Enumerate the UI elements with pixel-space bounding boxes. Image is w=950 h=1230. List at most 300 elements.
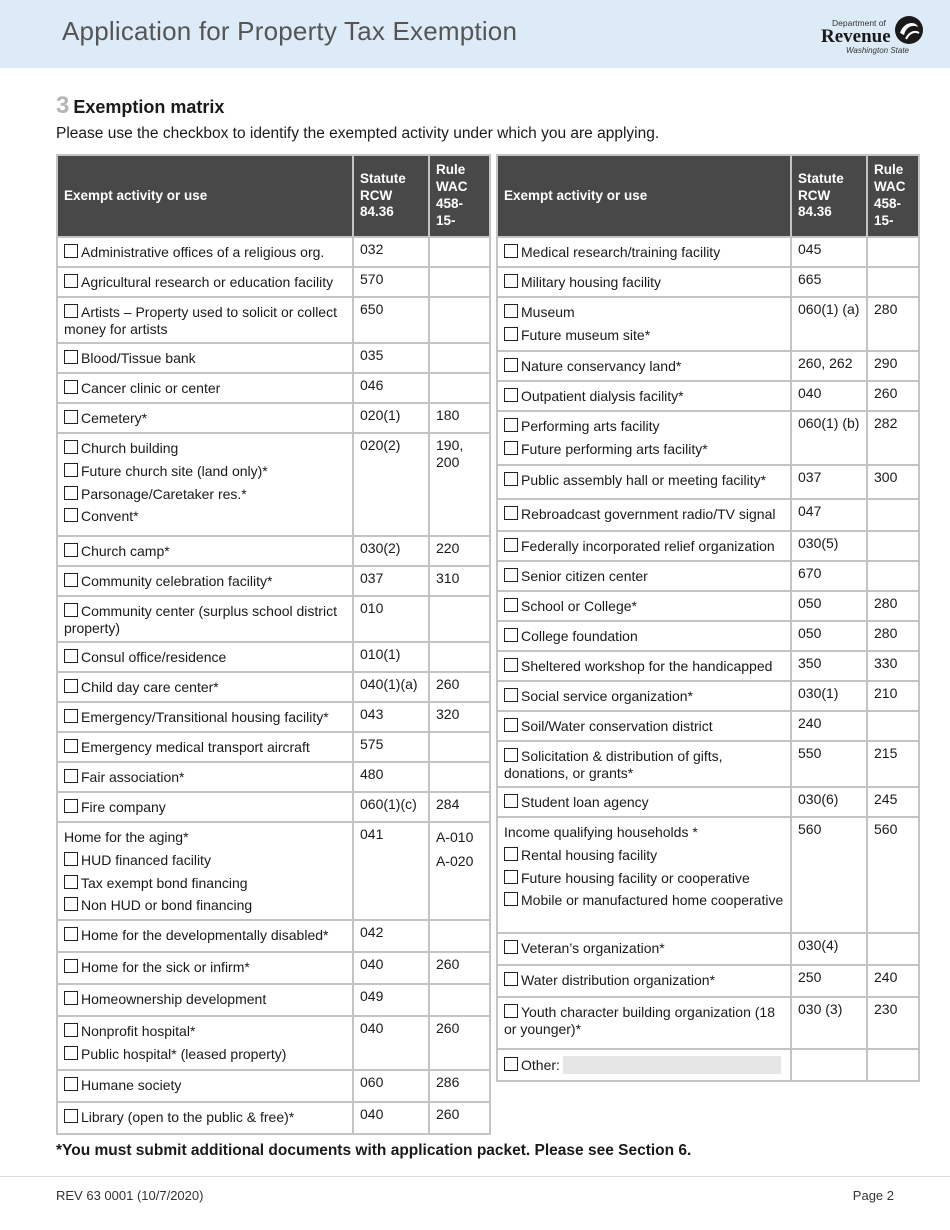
table-row <box>497 787 919 817</box>
exemption-checkbox[interactable] <box>64 1023 78 1037</box>
activity-line <box>504 418 784 435</box>
activity-label: Future church site (land only)* <box>81 462 268 479</box>
statute-cell: 550 <box>791 741 867 787</box>
table-row <box>57 1070 490 1102</box>
activity-line <box>64 799 346 816</box>
exemption-checkbox[interactable] <box>504 688 518 702</box>
rule-cell <box>429 237 490 267</box>
activity-label: Administrative offices of a religious org. <box>81 244 325 260</box>
section-heading <box>56 92 224 120</box>
activity-line <box>504 506 784 523</box>
statute-cell: 030(1) <box>791 681 867 711</box>
rule-cell <box>429 297 490 343</box>
activity-label: Parsonage/Caretaker res.* <box>81 485 247 502</box>
activity-line <box>504 794 784 811</box>
exemption-checkbox[interactable] <box>64 463 78 477</box>
exemption-checkbox[interactable] <box>504 418 518 432</box>
table-row <box>497 741 919 787</box>
activity-cell <box>57 792 353 822</box>
activity-label: Humane society <box>81 1077 182 1093</box>
rule-cell: A-010 A-020 <box>429 822 490 920</box>
activity-cell <box>57 433 353 536</box>
activity-line <box>504 870 784 887</box>
statute-cell: 260, 262 <box>791 351 867 381</box>
activity-cell <box>57 297 353 343</box>
activity-label: Consul office/residence <box>81 649 227 665</box>
activity-cell <box>57 762 353 792</box>
activity-label: Emergency/Transitional housing facility* <box>81 709 329 725</box>
activity-label: Outpatient dialysis facility* <box>521 388 684 404</box>
column-header-statute <box>791 155 867 237</box>
activity-label: Church camp* <box>81 543 170 559</box>
activity-line <box>504 598 784 615</box>
statute-cell: 050 <box>791 591 867 621</box>
table-row <box>57 1016 490 1070</box>
statute-cell: 037 <box>791 465 867 499</box>
logo-line-2: Revenue <box>821 26 891 47</box>
exemption-matrix-right <box>496 154 920 1082</box>
rule-cell <box>867 561 919 591</box>
statute-cell: 040 <box>353 952 429 984</box>
exemption-checkbox[interactable] <box>64 852 78 866</box>
activity-line <box>64 440 346 457</box>
statute-cell: 040 <box>353 1102 429 1134</box>
table-row <box>497 267 919 297</box>
table-row <box>497 411 919 465</box>
logo-line-3: Washington State <box>846 46 910 55</box>
statute-cell: 030 (3) <box>791 997 867 1049</box>
rule-cell: 280 <box>867 297 919 351</box>
activity-line <box>504 304 784 321</box>
column-header-activity: Exempt activity or use <box>57 155 353 237</box>
activity-line <box>504 824 784 841</box>
rule-header-line: 458- <box>436 196 464 211</box>
activity-line <box>504 972 784 989</box>
table-row <box>57 596 490 642</box>
table-row <box>57 642 490 672</box>
table-row <box>497 297 919 351</box>
rule-cell: 286 <box>429 1070 490 1102</box>
activity-cell <box>57 672 353 702</box>
rule-cell <box>429 762 490 792</box>
table-row <box>57 1102 490 1134</box>
rule-cell <box>429 984 490 1016</box>
rule-header-line: 15- <box>874 212 894 228</box>
activity-line <box>64 739 346 756</box>
rule-cell <box>867 531 919 561</box>
activity-label: Soil/Water conservation district <box>521 718 713 734</box>
activity-line <box>504 688 784 705</box>
activity-line <box>504 358 784 375</box>
statute-cell: 030(5) <box>791 531 867 561</box>
activity-line <box>64 1109 346 1126</box>
activity-cell <box>57 952 353 984</box>
other-activity-input[interactable] <box>563 1056 781 1074</box>
rule-cell: 282 <box>867 411 919 465</box>
exemption-checkbox[interactable] <box>64 304 78 318</box>
activity-line <box>64 959 346 976</box>
statute-cell: 665 <box>791 267 867 297</box>
activity-cell <box>497 997 791 1049</box>
activity-cell <box>57 822 353 920</box>
exemption-checkbox[interactable] <box>504 327 518 341</box>
table-row <box>57 237 490 267</box>
rule-cell: 220 <box>429 536 490 566</box>
section-instruction: Please use the checkbox to identify the exempted activity under which you are applying. <box>56 125 660 142</box>
statute-cell: 570 <box>353 267 429 297</box>
activity-line <box>64 875 346 892</box>
activity-cell <box>497 297 791 351</box>
activity-label: Church building <box>81 440 179 456</box>
rule-cell <box>867 499 919 531</box>
rule-cell <box>429 642 490 672</box>
activity-label: Medical research/training facility <box>521 244 721 260</box>
exemption-checkbox[interactable] <box>504 244 518 258</box>
activity-line <box>504 718 784 735</box>
activity-label: Home for the developmentally disabled* <box>81 927 329 943</box>
rule-cell: 240 <box>867 965 919 997</box>
activity-label: Fire company <box>81 799 166 815</box>
exemption-checkbox[interactable] <box>504 892 518 906</box>
exemption-checkbox[interactable] <box>504 1057 518 1071</box>
table-row <box>57 732 490 762</box>
activity-label: HUD financed facility <box>81 851 211 868</box>
statute-cell: 010 <box>353 596 429 642</box>
activity-line <box>504 1056 784 1074</box>
activity-line <box>64 603 346 637</box>
exemption-checkbox[interactable] <box>64 244 78 258</box>
exemption-checkbox[interactable] <box>64 274 78 288</box>
statute-cell: 040 <box>791 381 867 411</box>
exemption-checkbox[interactable] <box>64 875 78 889</box>
activity-line <box>504 568 784 585</box>
exemption-checkbox[interactable] <box>64 573 78 587</box>
exemption-checkbox[interactable] <box>504 274 518 288</box>
exemption-checkbox[interactable] <box>64 991 78 1005</box>
rule-cell: 210 <box>867 681 919 711</box>
table-row <box>497 381 919 411</box>
activity-line <box>504 658 784 675</box>
table-row <box>57 822 490 920</box>
activity-cell <box>497 787 791 817</box>
table-row <box>497 1049 919 1081</box>
exemption-checkbox[interactable] <box>64 897 78 911</box>
rule-cell: 300 <box>867 465 919 499</box>
activity-label: Agricultural research or education facility <box>81 274 334 290</box>
exemption-checkbox[interactable] <box>64 679 78 693</box>
activity-label: Veteran’s organization* <box>521 940 665 956</box>
activity-cell <box>497 1049 791 1081</box>
exemption-checkbox[interactable] <box>64 927 78 941</box>
exemption-checkbox[interactable] <box>504 940 518 954</box>
exemption-checkbox[interactable] <box>504 472 518 486</box>
activity-label: Artists – Property used to solicit or collect money for artists <box>64 304 337 337</box>
activity-cell <box>57 702 353 732</box>
rule-cell: 280 <box>867 591 919 621</box>
activity-label: Mobile or manufactured home cooperative <box>521 892 784 909</box>
exemption-checkbox[interactable] <box>504 568 518 582</box>
exemption-checkbox[interactable] <box>504 441 518 455</box>
statute-cell: 575 <box>353 732 429 762</box>
activity-line <box>504 244 784 261</box>
exemption-checkbox[interactable] <box>64 486 78 500</box>
activity-cell <box>497 711 791 741</box>
exemption-checkbox[interactable] <box>64 799 78 813</box>
table-row <box>497 965 919 997</box>
activity-line <box>504 628 784 645</box>
activity-label: Water distribution organization* <box>521 972 716 988</box>
logo-line-1: Department of <box>832 18 886 28</box>
exemption-checkbox[interactable] <box>64 1077 78 1091</box>
rule-cell: 260 <box>429 1016 490 1070</box>
table-row <box>497 933 919 965</box>
statute-cell: 020(2) <box>353 433 429 536</box>
activity-label: Library (open to the public & free)* <box>81 1109 295 1125</box>
statute-cell <box>791 1049 867 1081</box>
statute-cell: 020(1) <box>353 403 429 433</box>
rule-cell: 560 <box>867 817 919 933</box>
activity-line <box>504 748 784 782</box>
rule-cell <box>867 237 919 267</box>
exemption-checkbox[interactable] <box>504 598 518 612</box>
form-id: REV 63 0001 (10/7/2020) <box>56 1188 204 1203</box>
statute-cell: 060 <box>353 1070 429 1102</box>
exemption-checkbox[interactable] <box>504 748 518 762</box>
activity-line <box>64 1077 346 1094</box>
statute-header-line: 84.36 <box>798 204 832 220</box>
table-row <box>497 651 919 681</box>
activity-line <box>64 769 346 786</box>
rule-cell <box>429 267 490 297</box>
statute-cell: 050 <box>791 621 867 651</box>
activity-cell <box>497 965 791 997</box>
activity-cell <box>497 237 791 267</box>
exemption-checkbox[interactable] <box>64 649 78 663</box>
rule-header-line: WAC <box>874 179 906 195</box>
table-row <box>497 351 919 381</box>
exemption-checkbox[interactable] <box>504 304 518 318</box>
table-row <box>497 561 919 591</box>
table-row <box>497 531 919 561</box>
exemption-checkbox[interactable] <box>64 1046 78 1060</box>
activity-cell <box>497 561 791 591</box>
exemption-checkbox[interactable] <box>64 959 78 973</box>
statute-cell: 060(1) (b) <box>791 411 867 465</box>
statute-cell: 010(1) <box>353 642 429 672</box>
exemption-checkbox[interactable] <box>64 739 78 753</box>
activity-cell <box>57 566 353 596</box>
activity-label: Nature conservancy land* <box>521 358 682 374</box>
activity-cell <box>57 1016 353 1070</box>
activity-label: Public assembly hall or meeting facility* <box>521 472 767 488</box>
activity-label: Home for the aging* <box>64 829 189 845</box>
activity-label: Fair association* <box>81 769 185 785</box>
exemption-checkbox[interactable] <box>64 603 78 617</box>
statute-cell: 040 <box>353 1016 429 1070</box>
activity-line <box>64 350 346 367</box>
table-row <box>57 920 490 952</box>
exemption-checkbox[interactable] <box>504 794 518 808</box>
table-row <box>497 465 919 499</box>
activity-label: Senior citizen center <box>521 568 648 584</box>
exemption-checkbox[interactable] <box>504 388 518 402</box>
exemption-checkbox[interactable] <box>64 543 78 557</box>
rule-cell: 260 <box>429 1102 490 1134</box>
table-row <box>497 499 919 531</box>
activity-cell <box>497 933 791 965</box>
activity-label: Public hospital* (leased property) <box>81 1045 287 1062</box>
activity-label: Federally incorporated relief organization <box>521 538 775 554</box>
rule-cell: 190, 200 <box>429 433 490 536</box>
activity-label: Military housing facility <box>521 274 662 290</box>
rule-cell: 215 <box>867 741 919 787</box>
exemption-checkbox[interactable] <box>504 1004 518 1018</box>
activity-line <box>64 991 346 1008</box>
statute-cell: 060(1) (a) <box>791 297 867 351</box>
activity-line <box>64 463 346 480</box>
activity-line <box>64 927 346 944</box>
rule-cell: 284 <box>429 792 490 822</box>
exemption-checkbox[interactable] <box>64 508 78 522</box>
exemption-checkbox[interactable] <box>64 709 78 723</box>
statute-cell: 240 <box>791 711 867 741</box>
activity-cell <box>497 621 791 651</box>
exemption-checkbox[interactable] <box>64 1109 78 1123</box>
activity-label: Solicitation & distribution of gifts, donations, or grants* <box>504 748 723 781</box>
activity-line <box>504 1004 784 1038</box>
activity-label: Child day care center* <box>81 679 219 695</box>
page-title: Application for Property Tax Exemption <box>62 16 518 46</box>
exemption-checkbox[interactable] <box>504 628 518 642</box>
rule-cell <box>867 267 919 297</box>
rule-cell: 280 <box>867 621 919 651</box>
table-row <box>497 711 919 741</box>
activity-cell <box>57 536 353 566</box>
exemption-checkbox[interactable] <box>504 358 518 372</box>
exemption-checkbox[interactable] <box>64 380 78 394</box>
activity-line <box>504 441 784 458</box>
activity-line <box>504 327 784 344</box>
statute-cell: 046 <box>353 373 429 403</box>
exemption-checkbox[interactable] <box>504 538 518 552</box>
activity-label: Homeownership development <box>81 991 267 1007</box>
rule-header-line: Rule <box>874 162 904 178</box>
exemption-checkbox[interactable] <box>504 718 518 732</box>
activity-line <box>504 538 784 555</box>
statute-cell: 060(1)(c) <box>353 792 429 822</box>
table-row <box>57 297 490 343</box>
activity-line <box>64 543 346 560</box>
statute-cell: 650 <box>353 297 429 343</box>
table-row <box>57 762 490 792</box>
activity-cell <box>497 741 791 787</box>
rule-cell: 290 <box>867 351 919 381</box>
exemption-checkbox[interactable] <box>504 658 518 672</box>
activity-cell <box>57 920 353 952</box>
activity-label: Future housing facility or cooperative <box>521 869 750 886</box>
table-row <box>497 621 919 651</box>
table-row <box>57 343 490 373</box>
table-row <box>57 566 490 596</box>
exemption-checkbox[interactable] <box>504 972 518 986</box>
section-number: 3 <box>56 92 70 119</box>
exemption-checkbox[interactable] <box>504 847 518 861</box>
statute-cell: 670 <box>791 561 867 591</box>
exemption-checkbox[interactable] <box>504 870 518 884</box>
rule-cell: 260 <box>429 672 490 702</box>
page-header <box>0 0 950 68</box>
section-title: Exemption matrix <box>73 97 225 117</box>
exemption-checkbox[interactable] <box>64 410 78 424</box>
activity-cell <box>497 465 791 499</box>
activity-cell <box>497 591 791 621</box>
rule-header-line: 458- <box>874 196 902 211</box>
activity-line <box>64 709 346 726</box>
activity-cell <box>497 817 791 933</box>
activity-cell <box>57 403 353 433</box>
activity-cell <box>57 642 353 672</box>
statute-cell: 047 <box>791 499 867 531</box>
column-header-rule <box>429 155 490 237</box>
department-logo <box>818 12 930 58</box>
activity-label: Social service organization* <box>521 688 693 704</box>
statute-cell: 480 <box>353 762 429 792</box>
statute-cell: 042 <box>353 920 429 952</box>
activity-cell <box>497 381 791 411</box>
activity-label: Museum <box>521 304 575 320</box>
table-row <box>57 536 490 566</box>
footer-divider <box>0 1176 950 1177</box>
table-row <box>497 591 919 621</box>
activity-label: Other: <box>521 1057 560 1073</box>
activity-line <box>64 304 346 338</box>
activity-line <box>504 472 784 489</box>
footnote: *You must submit additional documents with application packet. Please see Section 6. <box>56 1142 692 1159</box>
exemption-checkbox[interactable] <box>64 440 78 454</box>
activity-cell <box>57 267 353 297</box>
table-row <box>57 403 490 433</box>
statute-header-line: 84.36 <box>360 204 394 220</box>
table-row <box>497 817 919 933</box>
rule-cell: 230 <box>867 997 919 1049</box>
activity-line <box>504 940 784 957</box>
activity-cell <box>497 411 791 465</box>
activity-cell <box>497 681 791 711</box>
activity-cell <box>57 596 353 642</box>
statute-cell: 037 <box>353 566 429 596</box>
activity-line <box>64 274 346 291</box>
exemption-matrix-left <box>56 154 491 1135</box>
exemption-checkbox[interactable] <box>64 769 78 783</box>
activity-label: Future performing arts facility* <box>521 440 708 457</box>
table-row <box>497 681 919 711</box>
activity-label: Community celebration facility* <box>81 573 273 589</box>
activity-label: Rebroadcast government radio/TV signal <box>521 506 776 522</box>
activity-label: Convent* <box>81 508 139 525</box>
statute-cell: 250 <box>791 965 867 997</box>
activity-line <box>64 1023 346 1040</box>
activity-label: Youth character building organization (18 or younger)* <box>504 1004 775 1037</box>
exemption-checkbox[interactable] <box>64 350 78 364</box>
statute-cell: 043 <box>353 702 429 732</box>
exemption-checkbox[interactable] <box>504 506 518 520</box>
table-row <box>57 433 490 536</box>
rule-cell <box>867 1049 919 1081</box>
logo-swirl-icon <box>892 13 926 47</box>
activity-cell <box>497 651 791 681</box>
rule-cell <box>429 920 490 952</box>
activity-line <box>64 897 346 914</box>
